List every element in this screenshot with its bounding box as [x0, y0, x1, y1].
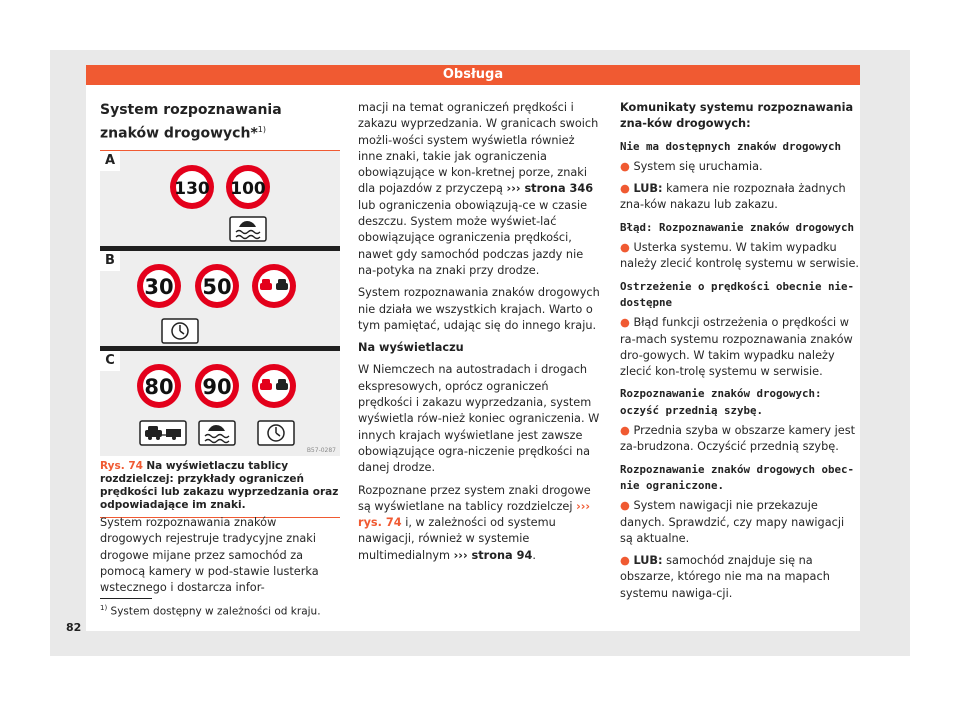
figure-74	[100, 151, 340, 456]
svg-text:90: 90	[202, 375, 232, 399]
panel-a-label: A	[100, 151, 120, 171]
paragraph-3: W Niemczech na autostradach i drogach ekspresowych, oprócz ograniczeń prędkości i zakazu wyprzedzania, system wyświetla rów-nież koniec ograniczenia. W innych krajach wyświetlane jest zawsze obowiązujące ogra-niczenie prędkości na danej drodze.	[358, 363, 600, 475]
bullet-item: ● System się uruchamia.	[620, 159, 763, 173]
speed-limit-sign-130	[170, 165, 214, 209]
speed-limit-sign-90	[195, 364, 239, 408]
bullet-icon: ●	[620, 159, 630, 173]
figure-panel-a	[100, 151, 340, 246]
figure-code: B57-0287	[306, 447, 336, 454]
subhead-display: Na wyświetlaczu	[358, 341, 464, 355]
message-error: Błąd: Rozpoznawanie znaków drogowych	[620, 220, 855, 234]
time-plate-icon	[162, 319, 198, 343]
svg-text:130: 130	[174, 179, 210, 199]
message-limited: Rozpoznawanie znaków drogowych obec-nie ograniczone.	[620, 462, 855, 492]
footnote: $^{1)}$ System dostępny w zależności od kraju.	[100, 604, 321, 618]
message-speed-warning: Ostrzeżenie o prędkości obecnie nie-dostępne	[620, 279, 855, 309]
wet-road-plate-icon	[230, 217, 266, 241]
bullet-icon: ●	[620, 554, 630, 568]
paragraph-2: System rozpoznawania znaków drogowych nie działa we wszystkich krajach. Warto o tym pamiętać, udając się do innego kraju.	[358, 286, 600, 332]
speed-limit-sign-80	[137, 364, 181, 408]
chapter-header: Obsługa	[86, 65, 860, 85]
bullet-item: ● Przednia szyba w obszarze kamery jest za-brudzona. Oczyścić przednią szybę.	[620, 424, 856, 454]
no-overtaking-sign-icon	[252, 364, 296, 408]
link-page-94[interactable]: ››› strona 94	[453, 548, 533, 562]
panel-c-label: C	[100, 351, 120, 371]
section-title: System rozpoznawania znaków drogowych*$^{1)}$	[100, 100, 340, 151]
bullet-item: ● LUB: kamera nie rozpoznała żadnych zna-ków nakazu lub zakazu.	[620, 182, 846, 212]
subhead-messages: Komunikaty systemu rozpoznawania zna-ków drogowych:	[620, 101, 854, 131]
wet-road-plate-icon	[199, 421, 235, 445]
message-clean-windshield: Rozpoznawanie znaków drogowych: oczyść przednią szybę.	[620, 387, 822, 417]
figure-panel-c	[100, 351, 340, 456]
time-plate-icon	[258, 421, 294, 445]
svg-text:80: 80	[144, 375, 174, 399]
footnote-divider	[100, 598, 152, 599]
speed-limit-sign-50	[195, 264, 239, 308]
bullet-item: ● System nawigacji nie przekazuje danych. Sprawdzić, czy mapy nawigacji są aktualne.	[620, 499, 845, 545]
trailer-plate-icon	[140, 421, 186, 445]
footnote-ref[interactable]: 1)	[257, 125, 266, 134]
panel-c-signs	[100, 351, 340, 456]
svg-text:100: 100	[230, 179, 266, 199]
panel-b-label: B	[100, 251, 120, 271]
speed-limit-sign-30	[137, 264, 181, 308]
page-number: 82	[66, 621, 82, 634]
column-2	[358, 100, 601, 570]
link-fig-74[interactable]: ››› rys. 74	[358, 499, 591, 530]
message-no-signs: Nie ma dostępnych znaków drogowych	[620, 139, 842, 153]
bullet-item: ● Usterka systemu. W takim wypadku należy zlecić kontrolę systemu w serwisie.	[620, 241, 860, 271]
speed-limit-sign-100	[226, 165, 270, 209]
bullet-item: ● Błąd funkcji ostrzeżenia o prędkości w ra-mach systemu rozpoznawania znaków dro-gowych. W takim wypadku należy zlecić kon-trolę systemu w serwisie.	[620, 316, 853, 379]
panel-b-signs	[100, 251, 340, 346]
paragraph-4: Rozpoznane przez system znaki drogowe są wyświetlane na tablicy rozdzielczej ››› rys. 74 i, w zależności od systemu nawigacji, również w systemie multimedialnym ››› strona 94.	[358, 483, 591, 562]
bullet-icon: ●	[620, 424, 630, 438]
paragraph-1: macji na temat ograniczeń prędkości i zakazu wyprzedzania. W granicach swoich możli-wości system wyświetla również inne znaki, takie jak ograniczenia obowiązujące w kon-kretnej porze, znaki dla pojazdów z przyczepą ››› strona 346 lub ograniczenia obowiązują-ce w czasie deszczu. System może wyświet-lać obowiązujące ograniczenia prędkości, nawet gdy samochód podczas jazdy nie na-potyka na znaki przy drodze.	[358, 101, 599, 277]
svg-text:50: 50	[202, 275, 232, 299]
column-1	[100, 100, 340, 151]
figure-caption	[100, 460, 340, 518]
intro-paragraph: System rozpoznawania znaków drogowych rejestruje tradycyjne znaki drogowe mijane przez samochód za pomocą kamery w pod-stawie lusterka wstecznego i dostarcza infor-	[100, 516, 319, 595]
caption-text: Na wyświetlaczu tablicy rozdzielczej: przykłady ograniczeń prędkości lub zakazu wyprzedzania oraz odpowiadające im znaki.	[100, 460, 339, 511]
figure-label: Rys. 74	[100, 460, 143, 472]
bullet-icon: ●	[620, 499, 630, 513]
column-3	[620, 100, 860, 608]
bullet-icon: ●	[620, 316, 630, 330]
panel-a-signs	[100, 151, 340, 246]
bullet-icon: ●	[620, 182, 630, 196]
link-page-346[interactable]: ››› strona 346	[506, 182, 594, 196]
figure-panel-b	[100, 251, 340, 346]
no-overtaking-sign-icon	[252, 264, 296, 308]
bullet-icon: ●	[620, 241, 630, 255]
bullet-item: ● LUB: samochód znajduje się na obszarze, którego nie ma na mapach systemu nawiga-cji.	[620, 554, 830, 600]
svg-text:30: 30	[144, 275, 174, 299]
